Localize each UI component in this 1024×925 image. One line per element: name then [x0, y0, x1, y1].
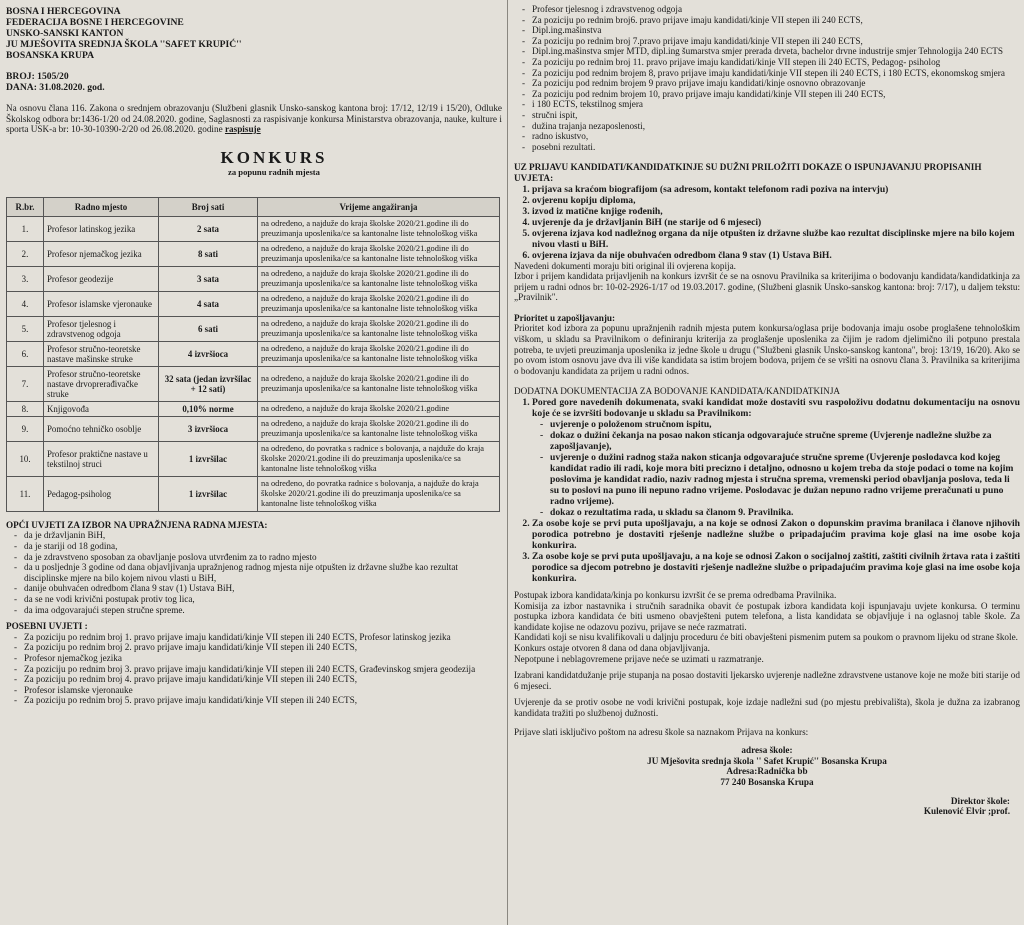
table-row	[7, 441, 500, 476]
dokazi-item: 3. izvod iz matične knjige rođenih,	[532, 206, 1020, 217]
dokazi-item: 4. uvjerenje da je državljanin BiH (ne starije od 6 mjeseci)	[532, 217, 1020, 228]
cell-radno-mjesto: Profesor njemačkog jezika	[44, 241, 159, 266]
column-divider	[507, 0, 508, 925]
address-line: Adresa:Radnička bb	[726, 766, 808, 777]
posebni-uvjeti-item: - Dipl.ing.mašinstva	[522, 25, 1020, 36]
posebni-uvjeti-continued	[514, 4, 1020, 152]
posebni-uvjeti-item: - Za poziciju po rednim broj 3. pravo prijave imaju kandidati/kinje VII stepen ili 240 ECTS, Građevinskog smjera geodezija	[14, 664, 502, 675]
dokazi-item: 5. ovjerena izjava kod nadležnog organa da nije otpušten iz državne službe kao rezultat disciplinske mjere na bilo kojem nivou vlasti u BiH.	[532, 228, 1020, 250]
dokazi-item: 1. prijava sa kraćom biografijom (sa adresom, kontakt telefonom radi poziva na intervju)	[532, 184, 1020, 195]
intro-paragraph	[6, 103, 502, 135]
header-line: FEDERACIJA BOSNE I HERCEGOVINE	[6, 17, 184, 28]
header-line: UNSKO-SANSKI KANTON	[6, 28, 124, 39]
posebni-uvjeti-item: - Za poziciju po rednim broj 5. pravo prijave imaju kandidati/kinje VII stepen ili 240 ECTS,	[14, 695, 502, 706]
opci-uvjeti-item: - da se ne vodi krivični postupak protiv tog lica,	[14, 594, 502, 605]
dodatna-subitem: - dokaz o dužini čekanja na posao nakon sticanja odgovarajuće stručne spreme (Uvjerenje nadležne službe za zapošljavanje),	[540, 430, 1020, 452]
posebni-uvjeti-item: - Za poziciju po rednim broj 2. pravo prijave imaju kandidati/kinje VII stepen ili 240 ECTS,	[14, 642, 502, 653]
cell-rbr: 4.	[7, 291, 44, 316]
cell-broj-sati: 8 sati	[159, 241, 258, 266]
prioritet-title: Prioritet u zapošljavanju:	[514, 312, 616, 323]
dodatna-item: 2. Za osobe koje se prvi puta upošljavaju, a na koje se odnosi Zakon o dopunskim pravima branilaca i članove njihovih porodica potrebno je dostaviti rješenje nadležne službe o pripadajućim pravima koje glasi na ime osobe koja konkurira.	[532, 518, 1020, 551]
director-title: Direktor škole:	[950, 795, 1010, 806]
posebni-uvjeti-item: - Za poziciju po rednim broj6. pravo prijave imaju kandidati/kinje VII stepen ili 240 ECTS,	[522, 15, 1020, 26]
address-line: 77 240 Bosanska Krupa	[720, 776, 814, 787]
postupak-line: Kandidati koji se nisu kvalifikovali u daljnju proceduru će biti obavješteni pismenim putem sa poukom o pravnom lijeku od strane škole.	[514, 632, 1018, 643]
table-row	[7, 341, 500, 366]
cell-vrijeme: na određeno, a najduže do kraja školske 2020/21.godine ili do preuzimanja uposlenika/ce sa kantonalne liste tehnološkog viška	[258, 341, 500, 366]
opci-uvjeti-item: - danije obuhvaćen odredbom člana 9 stav (1) Ustava BiH,	[14, 583, 502, 594]
cell-radno-mjesto: Profesor stručno-teoretske nastave mašinske struke	[44, 341, 159, 366]
address-block	[514, 745, 1020, 787]
opci-uvjeti-item: - da ima odgovarajući stepen stručne spreme.	[14, 605, 502, 616]
postupak-line: Nepotpune i neblagovremene prijave neće se uzimati u razmatranje.	[514, 653, 764, 664]
dokazi-title: UZ PRIJAVU KANDIDATI/KANDIDATKINJE SU DUŽNI PRILOŽITI DOKAZE O ISPUNJAVANJU PROPISANIH UVJETA:	[514, 162, 982, 183]
postupak-line: Postupak izbora kandidata/kinja po konkursu izvršit će se prema odredbama Pravilnika.	[514, 590, 837, 601]
cell-rbr: 6.	[7, 341, 44, 366]
posebni-uvjeti-item: - Za poziciju po rednim broj 4. pravo prijave imaju kandidati/kinje VII stepen ili 240 ECTS,	[14, 674, 502, 685]
table-header-row	[7, 197, 500, 216]
document-number	[6, 71, 502, 93]
opci-uvjeti-list	[6, 530, 502, 615]
posebni-uvjeti-item: - Za poziciju pod rednim brojem 9 pravo prijave imaju kandidati/kinje osnovno obrazovanje	[522, 78, 1020, 89]
posebni-uvjeti-item: - Za poziciju po rednim broj 11. pravo prijave imaju kandidati/kinje VII stepen ili 240 ECTS, Pedagog- psiholog	[522, 57, 1020, 68]
dodatna-title: DODATNA DOKUMENTACIJA ZA BODOVANJE KANDIDATA/KANDIDATKINJA	[514, 386, 841, 397]
cell-rbr: 1.	[7, 216, 44, 241]
posebni-uvjeti-item: - Dipl.ing.mašinstva smjer MTD, dipl.ing šumarstva smjer prerada drveta, bachelor drvne industrije smjer Tehnologija 240 ECTS	[522, 46, 1020, 57]
dodatna-subitem: - uvjerenje o dužini radnog staža nakon sticanja odgovarajuće stručne spreme (Uvjerenje poslodavca kod kojeg kandidat radio ili radi, koje mora biti precizno i detaljno, odnosno u kojem treba da stoje podaci o tome na kojim poslovima je kandidat radio, naziv radnog mjesta i stručna sprema, vremenski period obavljanja poslova, teda li su to poslovi na puno ili nepuno radno vrijeme. Poslodavac je dužan nepuno radno vrijeme preračunati u puno radno vrijeme).	[540, 452, 1020, 507]
opci-uvjeti-item: - da je zdravstveno sposoban za obavljanje poslova utvrđenim za to radno mjesto	[14, 552, 502, 563]
cell-broj-sati: 4 sata	[159, 291, 258, 316]
cell-vrijeme: na određeno, do povratka s radnice s bolovanja, a najduže do kraja školske 2020/21.godine ili do preuzimanja uposlenika/ce sa kantonalne liste tehnološkog viška	[258, 441, 500, 476]
cell-rbr: 7.	[7, 366, 44, 401]
cell-radno-mjesto: Profesor islamske vjeronauke	[44, 291, 159, 316]
dodatna-list	[514, 397, 1020, 584]
cell-rbr: 11.	[7, 476, 44, 511]
cell-vrijeme: na određeno, a najduže do kraja školske 2020/21.godine ili do preuzimanja uposlenika/ce sa kantonalne liste tehnološkog viška	[258, 241, 500, 266]
posebni-uvjeti-item: - Profesor islamske vjeronauke	[14, 685, 502, 696]
cell-broj-sati: 4 izvršioca	[159, 341, 258, 366]
dodatna-sublist	[532, 419, 1020, 518]
intro-raspisuje: raspisuje	[224, 124, 261, 135]
th-rbr: R.br.	[7, 197, 44, 216]
datum: DANA: 31.08.2020. god.	[6, 82, 105, 93]
broj: BROJ: 1505/20	[6, 71, 69, 82]
cell-vrijeme: na određeno, a najduže do kraja školske 2020/21.godine	[258, 401, 500, 416]
cell-radno-mjesto: Profesor praktične nastave u tekstilnoj struci	[44, 441, 159, 476]
th-radno-mjesto: Radno mjesto	[44, 197, 159, 216]
cell-vrijeme: na određeno, a najduže do kraja školske 2020/21.godine ili do preuzimanja uposlenika/ce sa kantonalne liste tehnološkog viška	[258, 366, 500, 401]
posebni-uvjeti-item: - Za poziciju pod rednim brojem 8, pravo prijave imaju kandidati/kinje VII stepen ili 240 ECTS, i 180 ECTS, ekonomskog smjera	[522, 68, 1020, 79]
table-row	[7, 476, 500, 511]
address-line: JU Mješovita srednja škola '' Safet Krupić'' Bosanska Krupa	[647, 755, 887, 766]
dodatna-item: 3. Za osobe koje se prvi puta upošljavaju, a na koje se odnosi Zakon o socijalnoj zaštiti, zaštiti civilnih žrtava rata i zaštiti porodice sa djecom potrebno je dostaviti rješenje nadležne službe o pripadajućim pravima koje glasi na ime osobe koja konkurira.	[532, 551, 1020, 584]
posebni-uvjeti-item: - Za poziciju po rednim broj 7.pravo prijave imaju kandidati/kinje VII stepen ili 240 ECTS,	[522, 36, 1020, 47]
dodatna-item-text: 1. Pored gore navedenih dokumenata, svaki kandidat može dostaviti svu raspoloživu dodatnu dokumentaciju na osnovu koje će se izvršiti bodovanje u skladu sa Pravilnikom:	[532, 397, 1020, 420]
cell-radno-mjesto: Profesor tjelesnog i zdravstvenog odgoja	[44, 316, 159, 341]
cell-rbr: 8.	[7, 401, 44, 416]
director-name: Kulenović Elvir ;prof.	[923, 806, 1010, 817]
left-column	[6, 0, 502, 706]
cell-vrijeme: na određeno, a najduže do kraja školske 2020/21.godine ili do preuzimanja uposlenika/ce sa kantonalne liste tehnološkog viška	[258, 216, 500, 241]
table-row	[7, 291, 500, 316]
dodatna-subitem: - uvjerenje o položenom stručnom ispitu,	[540, 419, 1020, 430]
table-row	[7, 316, 500, 341]
positions-table	[6, 197, 500, 512]
dokazi-note: Navedeni dokumenti moraju biti original ili ovjerena kopija.	[514, 260, 736, 271]
cell-radno-mjesto: Profesor geodezije	[44, 266, 159, 291]
table-row	[7, 366, 500, 401]
posebni-uvjeti-item: - stručni ispit,	[522, 110, 1020, 121]
postupak-block	[514, 590, 1020, 664]
posebni-uvjeti-item: - Profesor tjelesnog i zdravstvenog odgoja	[522, 4, 1020, 15]
cell-broj-sati: 6 sati	[159, 316, 258, 341]
director-signature	[514, 796, 1020, 817]
dokazi-item: 6. ovjerena izjava da nije obuhvaćen odredbom člana 9 stav (1) Ustava BiH.	[532, 250, 1020, 261]
posebni-uvjeti-item: - posebni rezultati.	[522, 142, 1020, 153]
cell-radno-mjesto: Profesor stručno-teoretske nastave drvoprerađivačke struke	[44, 366, 159, 401]
opci-uvjeti-title: OPĆI UVJETI ZA IZBOR NA UPRAŽNJENA RADNA MJESTA:	[6, 519, 268, 530]
posebni-uvjeti-item: - i 180 ECTS, tekstilnog smjera	[522, 99, 1020, 110]
cell-broj-sati: 32 sata (jedan izvršilac + 12 sati)	[159, 366, 258, 401]
cell-radno-mjesto: Profesor latinskog jezika	[44, 216, 159, 241]
table-row	[7, 216, 500, 241]
posebni-uvjeti-title: POSEBNI UVJETI :	[6, 621, 88, 632]
cell-broj-sati: 3 izvršioca	[159, 416, 258, 441]
intro-text: Na osnovu člana 116. Zakona o srednjem obrazovanju (Službeni glasnik Unsko-sanskog kantona broj: 17/12, 12/19 i 15/20), Odluke Školskog odbora br:1436-1/20 od 24.08.2020. godine, Saglasnosti za raspisivanje konkursa Ministarstva obrazovanja, nauke, kulture i sporta USK-a br: 10-30-10390-2/20 od 26.08.2020. godine	[6, 103, 502, 135]
cell-vrijeme: na određeno, a najduže do kraja školske 2020/21.godine ili do preuzimanja uposlenika/ce sa kantonalne liste tehnološkog viška	[258, 416, 500, 441]
table-row	[7, 401, 500, 416]
postupak-line: Komisija za izbor nastavnika i stručnih saradnika obavit će postupak izbora kandidata koji ispunjavaju uvjete konkursa. O terminu postupka izbora kandidata će biti usmeno obavješteni putem telefona, a lista kandidata se objavljuje i na oglasnoj table škole. Za kandidate kojise ne odazovu pozivu, prijave se neće razmatrati.	[514, 600, 1020, 632]
cell-rbr: 10.	[7, 441, 44, 476]
cell-radno-mjesto: Pomoćno tehničko osoblje	[44, 416, 159, 441]
posebni-uvjeti-item: - Za poziciju pod rednim brojem 10, pravo prijave imaju kandidati/kinje VII stepen ili 240 ECTS,	[522, 89, 1020, 100]
th-broj-sati: Broj sati	[159, 197, 258, 216]
cell-broj-sati: 2 sata	[159, 216, 258, 241]
th-vrijeme: Vrijeme angažiranja	[258, 197, 500, 216]
header-line: JU MJEŠOVITA SREDNJA ŠKOLA ''SAFET KRUPIĆ''	[6, 39, 242, 50]
dodatna-subitem: - dokaz o rezultatima rada, u skladu sa članom 9. Pravilnika.	[540, 507, 1020, 518]
posebni-uvjeti-list	[6, 632, 502, 706]
dokazi-pravilnik: Izbor i prijem kandidata prijavljenih na konkurs izvršit će se na osnovu Pravilnika sa kriterijima o bodovanju kandidata/kandidatkinja za prijem u radni odnos br: 10-02-2926-1/17 od 19.03.2017. godine, (Službeni glasnik Unsko-sanskog kantona: broj: 7/17), u daljem tekstu: „Pravilnik".	[514, 271, 1020, 303]
cell-broj-sati: 1 izvršilac	[159, 441, 258, 476]
table-row	[7, 241, 500, 266]
slanje-paragraph: Prijave slati isključivo poštom na adresu škole sa naznakom Prijava na konkurs:	[514, 726, 809, 737]
cell-rbr: 9.	[7, 416, 44, 441]
cell-broj-sati: 3 sata	[159, 266, 258, 291]
posebni-uvjeti-item: - Za poziciju po rednim broj 1. pravo prijave imaju kandidati/kinje VII stepen ili 240 ECTS, Profesor latinskog jezika	[14, 632, 502, 643]
dokazi-item: 2. ovjerenu kopiju diploma,	[532, 195, 1020, 206]
cell-broj-sati: 0,10% norme	[159, 401, 258, 416]
header-line: BOSNA I HERCEGOVINA	[6, 6, 121, 17]
cell-rbr: 2.	[7, 241, 44, 266]
krivicni-paragraph: Uvjerenje da se protiv osobe ne vodi krivični postupak, koje izdaje nadležni sud (po mjestu prebivališta), škola je dužna za izabranog kandidata tražiti po službenoj dužnosti.	[514, 697, 1020, 718]
header-block	[6, 6, 502, 61]
konkurs-title: KONKURS	[220, 147, 328, 167]
header-line: BOSANSKA KRUPA	[6, 50, 95, 61]
right-column	[514, 0, 1020, 817]
table-row	[7, 266, 500, 291]
cell-radno-mjesto: Knjigovođa	[44, 401, 159, 416]
cell-rbr: 5.	[7, 316, 44, 341]
cell-broj-sati: 1 izvršilac	[159, 476, 258, 511]
cell-vrijeme: na određeno, a najduže do kraja školske 2020/21.godine ili do preuzimanja uposlenika/ce sa kantonalne liste tehnološkog viška	[258, 291, 500, 316]
dodatna-item	[532, 397, 1020, 518]
cell-vrijeme: na određeno, a najduže do kraja školske 2020/21.godine ili do preuzimanja uposlenika/ce sa kantonalne liste tehnološkog viška	[258, 266, 500, 291]
posebni-uvjeti-item: - dužina trajanja nezaposlenosti,	[522, 121, 1020, 132]
opci-uvjeti-item: - da je stariji od 18 godina,	[14, 541, 502, 552]
cell-rbr: 3.	[7, 266, 44, 291]
konkurs-subtitle: za popunu radnih mjesta	[228, 166, 320, 177]
cell-radno-mjesto: Pedagog-psiholog	[44, 476, 159, 511]
table-row	[7, 416, 500, 441]
opci-uvjeti-item: - da je državljanin BiH,	[14, 530, 502, 541]
dokazi-list	[514, 184, 1020, 261]
postupak-line: Konkurs ostaje otvoren 8 dana od dana objavljivanja.	[514, 643, 710, 653]
ljekarsko-paragraph: Izabrani kandidatdužanje prije stupanja na posao dostaviti ljekarsko uvjerenje nadležne zdravstvene ustanove koje ne može biti starije od 6 mjeseci.	[514, 670, 1020, 691]
cell-vrijeme: na određeno, do povratka radnice s bolovanja, a najduže do kraja školske 2020/21.godine ili do preuzimanja uposlenika/ce sa kantonalne liste tehnološkog viška	[258, 476, 500, 511]
posebni-uvjeti-item: - Profesor njemačkog jezika	[14, 653, 502, 664]
address-line: adresa škole:	[741, 745, 793, 756]
prioritet-text: Prioritet kod izbora za popunu upražnjenih radnih mjesta putem konkursa/oglasa prije bodovanja imaju osobe proglašene tehnološkim viškom, u skladu sa Pravilnikom o definiranju kriterija za proglašenje uposlenika za čijim je radom djelimično ili potpuno prestala potreba, te uvjeti preuzimanja uposlenika iz jedne škole u drugu ("Službeni glasnik Unsko-sanskog kantona", broj: 13/19, 16/20). Ako se po ovom istom osnovu jave dva ili više kandidata sa istim brojem bodova, prijem će se vršiti na osnovu člana 3. Pravilnika sa kriterijima o bodovanju kandidata za prijem u radni odnos.	[514, 323, 1020, 376]
opci-uvjeti-item: - da u posljednje 3 godine od dana objavljivanja upražnjenog radnog mjesta nije otpušten iz državne službe kao rezultat disciplinske mjere na bilo kojem nivou vlasti u BiH,	[14, 562, 502, 583]
posebni-uvjeti-item: - radno iskustvo,	[522, 131, 1020, 142]
cell-vrijeme: na određeno, a najduže do kraja školske 2020/21.godine ili do preuzimanja uposlenika/ce sa kantonalne liste tehnološkog viška	[258, 316, 500, 341]
